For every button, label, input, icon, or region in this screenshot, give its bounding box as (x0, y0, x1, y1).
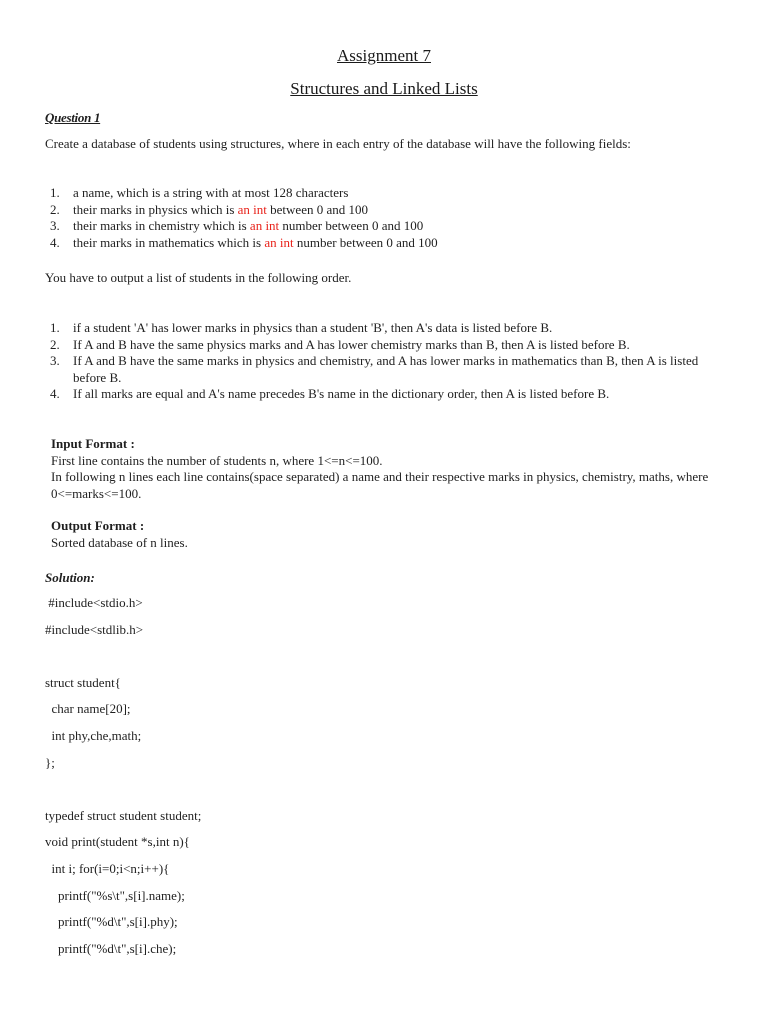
order-rule-item (45, 337, 725, 354)
assignment-subtitle: Structures and Linked Lists (290, 79, 478, 98)
order-rules-list (45, 320, 725, 403)
list-number: 4. (50, 234, 60, 250)
code-line: char name[20]; (45, 701, 131, 717)
field-item (45, 185, 725, 202)
intro-paragraph: Create a database of students using structures, where in each entry of the database will have the following fields: (45, 136, 631, 151)
list-number: 4. (50, 386, 60, 401)
code-line: typedef struct student student; (45, 807, 202, 823)
field-text: between 0 and 100 (266, 201, 368, 217)
code-line: void print(student *s,int n){ (45, 834, 190, 850)
order-rule-text: If A and B have the same physics marks and A has lower chemistry marks than B, then A is listed before B. (73, 336, 630, 352)
code-line: }; (45, 754, 55, 770)
assignment-title: Assignment 7 (337, 46, 431, 65)
list-number: 2. (50, 336, 60, 352)
order-rule-text: If all marks are equal and A's name precedes B's name in the dictionary order, then A is listed before B. (73, 386, 610, 401)
field-item (45, 202, 725, 219)
list-number: 1. (50, 185, 60, 200)
solution-code (45, 595, 725, 967)
field-text: their marks in physics which is (73, 201, 238, 217)
input-format-line1: First line contains the number of students n, where 1<=n<=100. (51, 452, 383, 468)
code-line: printf("%s\t",s[i].name); (45, 887, 185, 903)
question-heading: Question 1 (45, 110, 101, 125)
field-item (45, 218, 725, 235)
field-text: their marks in chemistry which is (73, 218, 250, 233)
code-line: #include<stdlib.h> (45, 621, 144, 637)
solution-label: Solution: (45, 570, 95, 585)
input-format-label: Input Format : (51, 436, 135, 451)
field-text: number between 0 and 100 (279, 218, 424, 233)
code-line (45, 781, 725, 808)
fields-list (45, 185, 725, 251)
code-line (45, 648, 725, 675)
order-rule-item (45, 353, 725, 386)
highlighted-text: an int (249, 218, 280, 233)
list-number: 1. (50, 320, 60, 335)
field-text: number between 0 and 100 (293, 234, 438, 250)
input-format-block (51, 436, 731, 502)
field-text: a name, which is a string with at most 128 characters (73, 185, 349, 200)
input-format-line2: In following n lines each line contains(space separated) a name and their respective marks in physics, chemistry, maths, where 0<=marks<=100. (51, 469, 709, 501)
code-line: int i; for(i=0;i<n;i++){ (45, 860, 170, 876)
output-format-block (51, 518, 731, 551)
code-line: printf("%d\t",s[i].phy); (45, 914, 178, 930)
order-rule-text: if a student 'A' has lower marks in physics than a student 'B', then A's data is listed before B. (73, 320, 553, 335)
field-text: their marks in mathematics which is (73, 234, 265, 250)
list-number: 3. (50, 218, 60, 233)
list-number: 2. (50, 201, 60, 217)
highlighted-text: an int (264, 234, 294, 250)
output-format-label: Output Format : (51, 518, 145, 533)
highlighted-text: an int (237, 201, 267, 217)
code-line: int phy,che,math; (45, 727, 142, 743)
order-rule-text: If A and B have the same marks in physics and chemistry, and A has lower marks in mathematics than B, then A is listed before B. (73, 353, 699, 385)
code-line: printf("%d\t",s[i].che); (45, 940, 177, 956)
order-intro-paragraph: You have to output a list of students in the following order. (45, 270, 352, 285)
order-rule-item (45, 320, 725, 337)
code-line: struct student{ (45, 674, 121, 690)
list-number: 3. (50, 353, 60, 368)
order-rule-item (45, 386, 725, 403)
output-format-line1: Sorted database of n lines. (51, 534, 188, 550)
code-line: #include<stdio.h> (45, 595, 143, 610)
field-item (45, 235, 725, 252)
